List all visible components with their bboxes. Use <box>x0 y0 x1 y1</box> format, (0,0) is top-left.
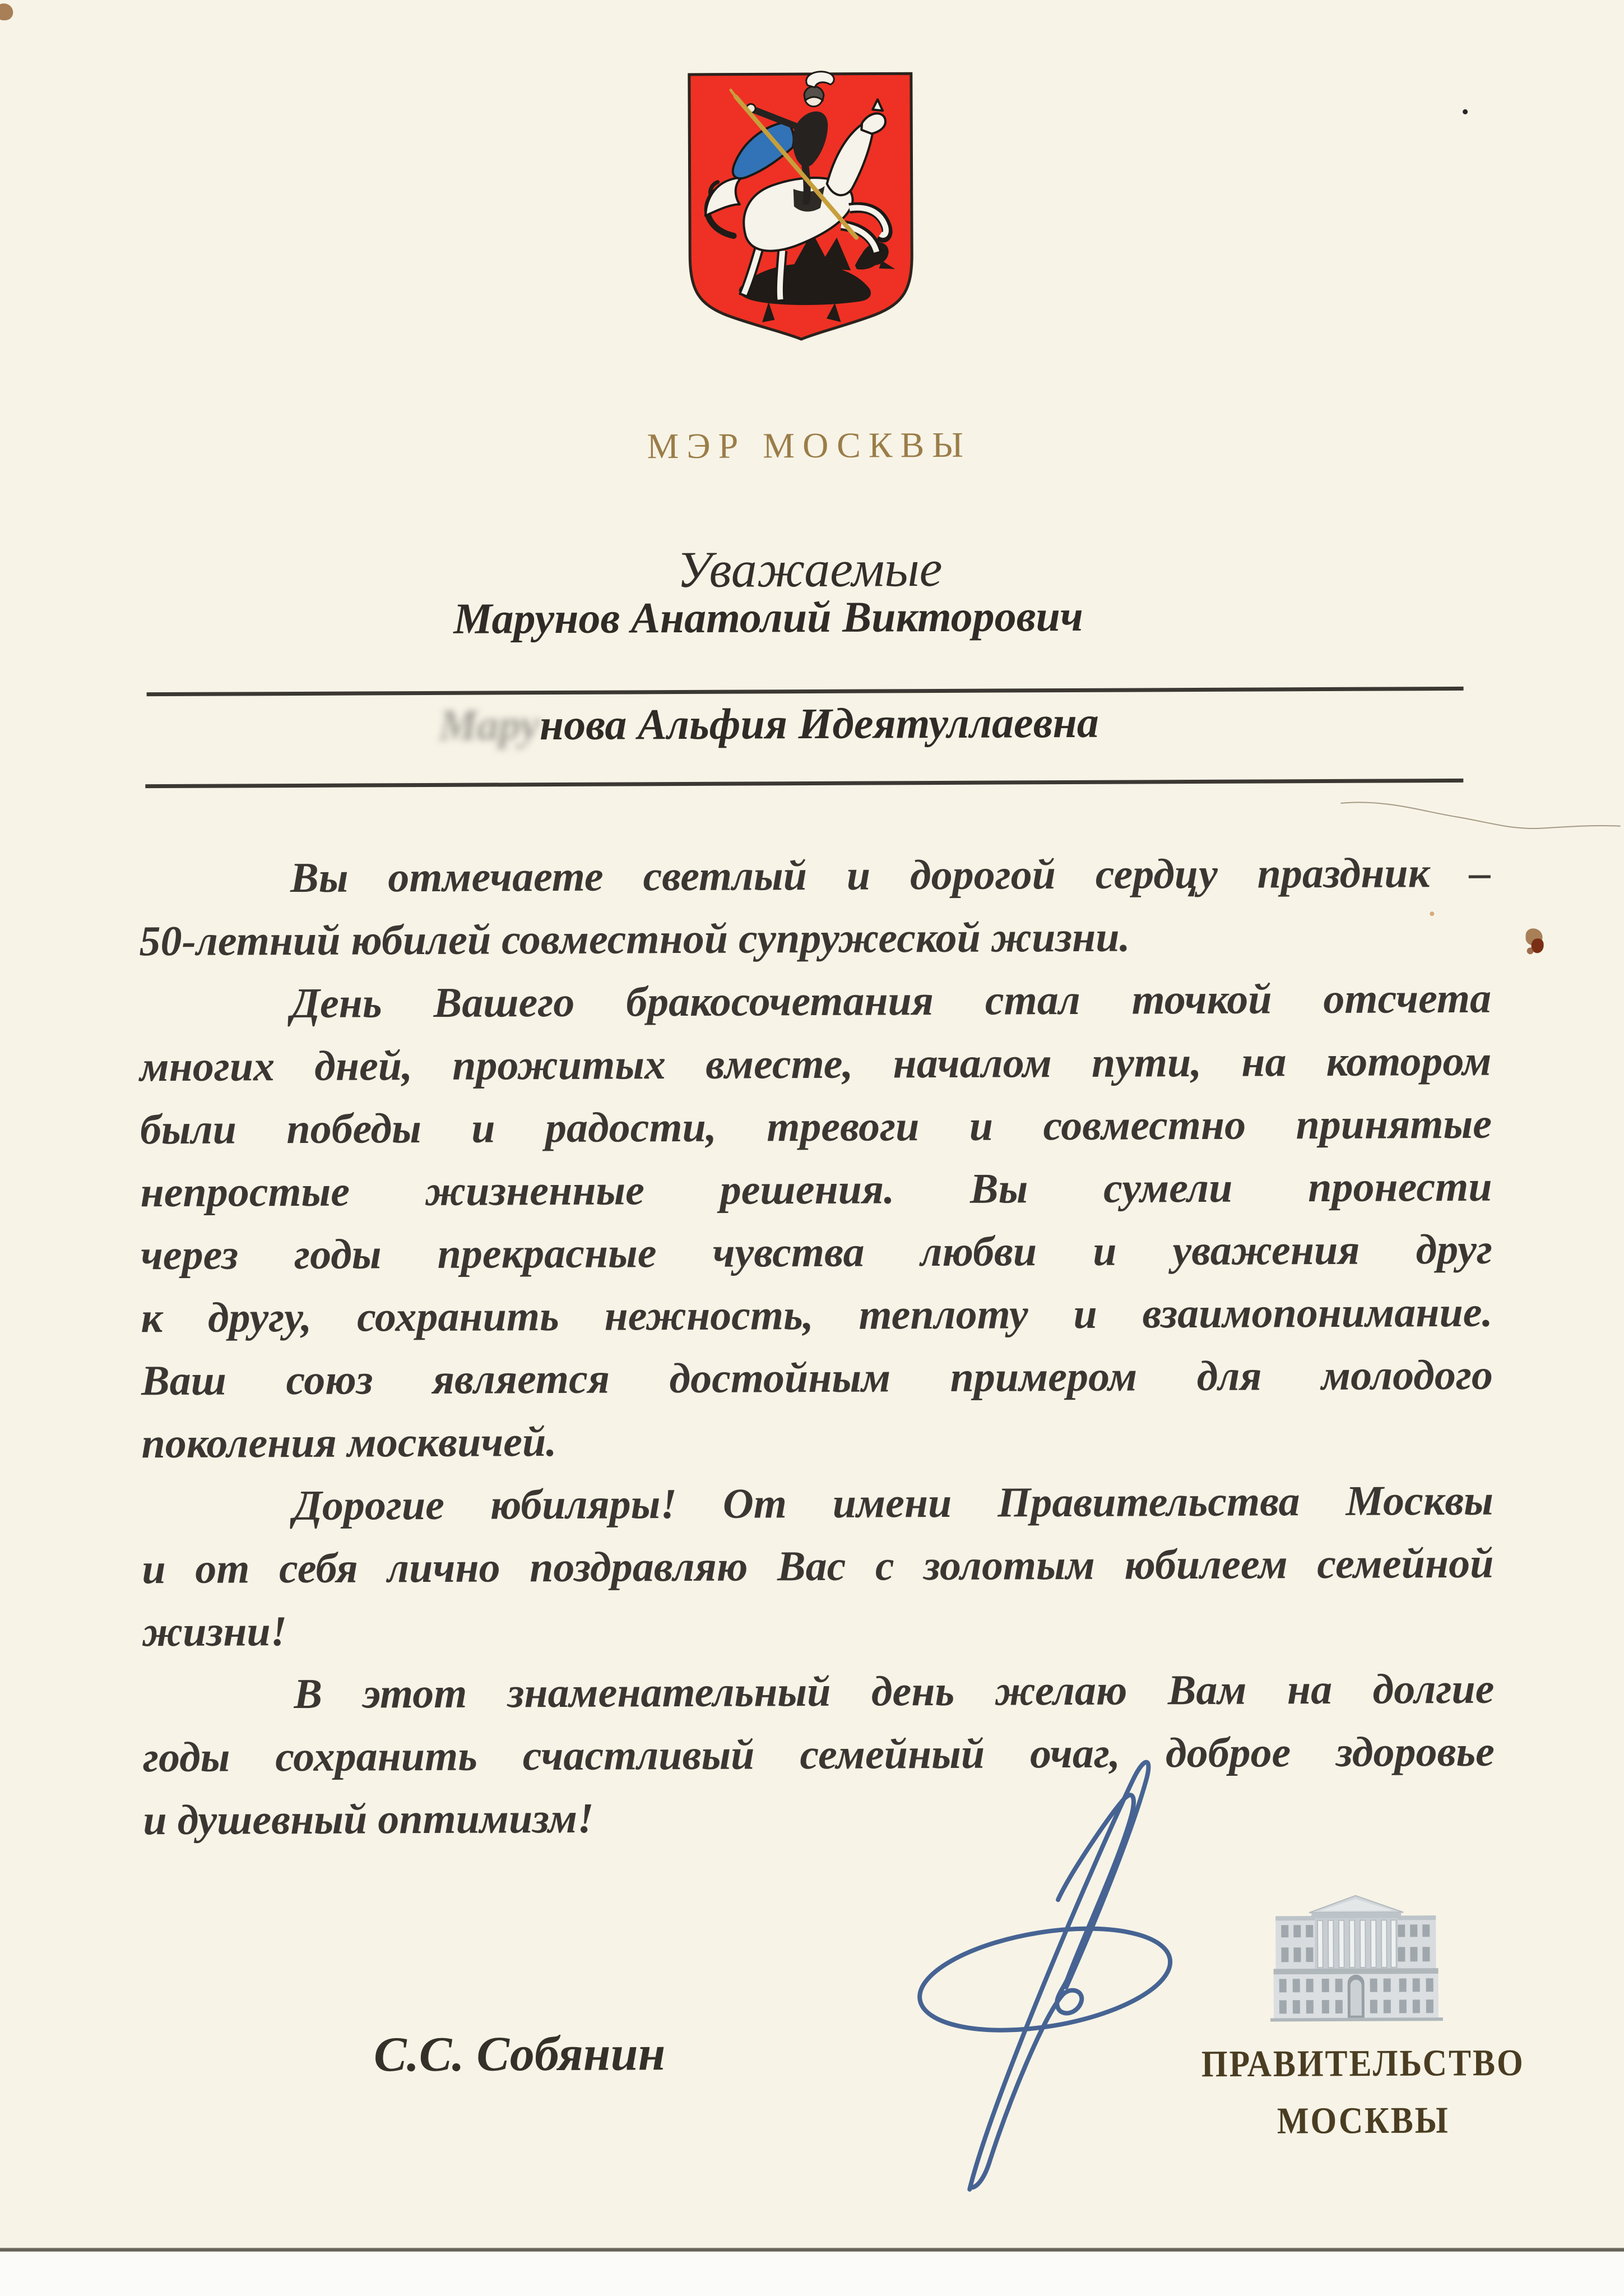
body-line: Дорогие юбиляры! От имени Правительства Москвы <box>293 1476 1494 1530</box>
body-line: к другу, сохранить нежность, теплоту и взаимопонимание. <box>141 1288 1493 1342</box>
recipient-name-1: Марунов Анатолий Викторович <box>453 591 1083 643</box>
recipient-name-2-rest: нова Альфия Идеятуллаевна <box>539 697 1099 749</box>
scanner-background <box>0 2252 1624 2296</box>
letter-body <box>139 841 1495 1852</box>
body-line: В этот знаменательный день желаю Вам на долгие <box>294 1665 1495 1718</box>
body-line: и душевный оптимизм! <box>143 1794 594 1844</box>
recipient-name-2 <box>96 696 1441 752</box>
moscow-government-building-icon <box>1263 1893 1449 2031</box>
scanned-paper-bottom-edge <box>0 2248 1624 2252</box>
moscow-coat-of-arms-icon <box>684 68 918 345</box>
body-line: и от себя лично поздравляю Вас с золотым юбилеем семейной <box>142 1539 1494 1593</box>
body-line: были победы и радости, тревоги и совместно принятые <box>140 1100 1492 1154</box>
footer-org-line-2: МОСКВЫ <box>1277 2099 1450 2142</box>
name-underline-2 <box>145 779 1463 788</box>
org-title: МЭР МОСКВЫ <box>647 424 972 466</box>
scan-speck <box>1430 911 1434 916</box>
body-line: через годы прекрасные чувства любви и уважения друг <box>140 1225 1493 1279</box>
scan-scratch-line <box>1338 793 1622 844</box>
body-line: поколения москвичей. <box>141 1418 557 1468</box>
body-line: многих дней, прожитых вместе, началом пути, на котором <box>140 1037 1492 1091</box>
body-line: 50-летний юбилей совместной супружеской жизни. <box>139 913 1130 965</box>
body-line: годы сохранить счастливый семейный очаг, доброе здоровье <box>142 1728 1495 1781</box>
name-underline-1 <box>147 687 1464 696</box>
body-line: День Вашего бракосочетания стал точкой отсчета <box>290 974 1492 1027</box>
body-line: жизни! <box>142 1608 287 1656</box>
handwritten-signature-icon <box>894 1733 1199 2222</box>
body-line: непростые жизненные решения. Вы сумели пронести <box>140 1163 1492 1216</box>
scan-speck <box>1463 109 1468 114</box>
body-line: Ваш союз является достойным примером для молодого <box>141 1351 1493 1405</box>
footer-org-line-1: ПРАВИТЕЛЬСТВО <box>1201 2042 1525 2085</box>
body-line: Вы отмечаете светлый и дорогой сердцу праздник – <box>290 849 1491 902</box>
footer-org-block <box>1170 2034 1557 2150</box>
smudged-text: Мару <box>438 700 540 749</box>
salutation-heading: Уважаемые <box>676 539 943 599</box>
signer-name: С.С. Собянин <box>373 2026 666 2082</box>
